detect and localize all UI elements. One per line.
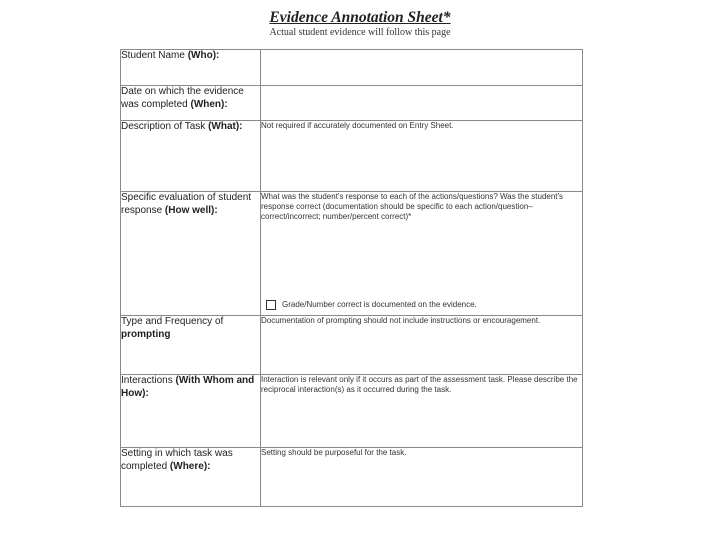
grade-documented-checkbox[interactable]: [266, 300, 276, 310]
row-setting: [121, 448, 583, 507]
sheet-title: Evidence Annotation Sheet*: [269, 9, 451, 26]
grade-documented-label: Grade/Number correct is documented on the evidence.: [282, 300, 477, 309]
evaluation-instructions: What was the student's response to each of the actions/questions? Was the student's response correct (documentation should be specific to each action/question–correct/incorrect; number/percent correct)*: [261, 192, 564, 221]
label-setting: Setting in which task was completed (Where):: [121, 448, 261, 507]
row-prompting: [121, 316, 583, 375]
row-description: [121, 121, 583, 192]
field-interactions[interactable]: Interaction is relevant only if it occurs as part of the assessment task. Please describe the reciprocal interaction(s) as it occurred during the task.: [261, 375, 583, 448]
annotation-table: [120, 49, 583, 507]
grade-documented-row: [266, 300, 477, 310]
sheet-subtitle: Actual student evidence will follow this page: [269, 27, 451, 38]
label-description: Description of Task (What):: [121, 121, 261, 192]
label-student-name: Student Name (Who):: [121, 50, 261, 86]
field-date[interactable]: [261, 86, 583, 121]
label-interactions: Interactions (With Whom and How):: [121, 375, 261, 448]
field-evaluation[interactable]: [261, 192, 583, 316]
field-setting[interactable]: Setting should be purposeful for the task.: [261, 448, 583, 507]
row-interactions: [121, 375, 583, 448]
label-prompting: Type and Frequency of prompting: [121, 316, 261, 375]
label-date: Date on which the evidence was completed (When):: [121, 86, 261, 121]
row-evaluation: [121, 192, 583, 316]
field-description[interactable]: Not required if accurately documented on Entry Sheet.: [261, 121, 583, 192]
field-prompting[interactable]: Documentation of prompting should not include instructions or encouragement.: [261, 316, 583, 375]
row-student-name: [121, 50, 583, 86]
label-evaluation: Specific evaluation of student response (How well):: [121, 192, 261, 316]
field-student-name[interactable]: [261, 50, 583, 86]
row-date: [121, 86, 583, 121]
